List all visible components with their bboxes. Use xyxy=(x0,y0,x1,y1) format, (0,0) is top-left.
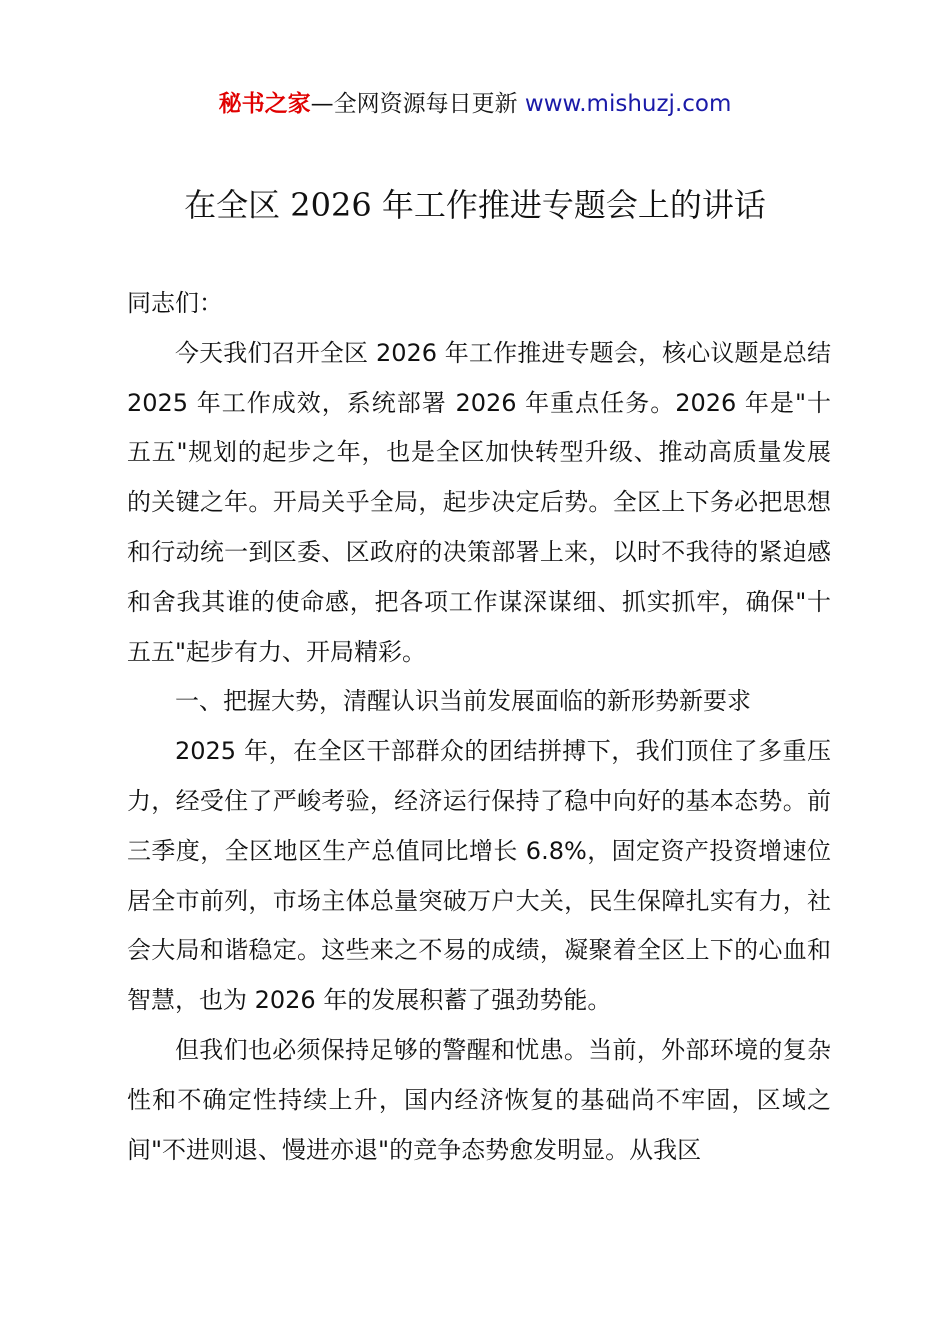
paragraph-challenges: 但我们也必须保持足够的警醒和忧患。当前，外部环境的复杂性和不确定性持续上升，国内经济恢复的基础尚不牢固，区域之间"不进则退、慢进亦退"的竞争态势愈发明显。从我区 xyxy=(127,1035,831,1164)
document-body xyxy=(127,279,831,1175)
salutation: 同志们： xyxy=(127,289,223,317)
section-heading-1: 一、把握大势，清醒认识当前发展面临的新形势新要求 xyxy=(175,687,751,716)
header-tagline: —全网资源每日更新 xyxy=(310,91,525,117)
paragraph-intro: 今天我们召开全区 2026 年工作推进专题会，核心议题是总结 2025 年工作成效，系统部署 2026 年重点任务。2026 年是"十五五"规划的起步之年，也是全区加快转型升级、推动高质量发展的关键之年。开局关乎全局，起步决定后势。全区上下务必把思想和行动统一到区委、区政府的决策部署上来，以时不我待的紧迫感和舍我其谁的使命感，把各项工作谋深谋细、抓实抓牢，确保"十五五"起步有力、开局精彩。 xyxy=(127,338,831,666)
site-url-link[interactable]: www.mishuzj.com xyxy=(524,91,732,117)
document-title: 在全区 2026 年工作推进专题会上的讲话 xyxy=(184,186,766,224)
paragraph-achievements: 2025 年，在全区干部群众的团结拼搏下，我们顶住了多重压力，经受住了严峻考验，经济运行保持了稳中向好的基本态势。前三季度，全区地区生产总值同比增长 6.8%，固定资产投资增速位居全市前列，市场主体总量突破万户大关，民生保障扎实有力，社会大局和谐稳定。这些来之不易的成绩，凝聚着全区上下的心血和智慧，也为 2026 年的发展积蓄了强劲势能。 xyxy=(127,737,831,1015)
brand-name: 秘书之家 xyxy=(218,91,311,117)
site-header xyxy=(0,86,950,122)
